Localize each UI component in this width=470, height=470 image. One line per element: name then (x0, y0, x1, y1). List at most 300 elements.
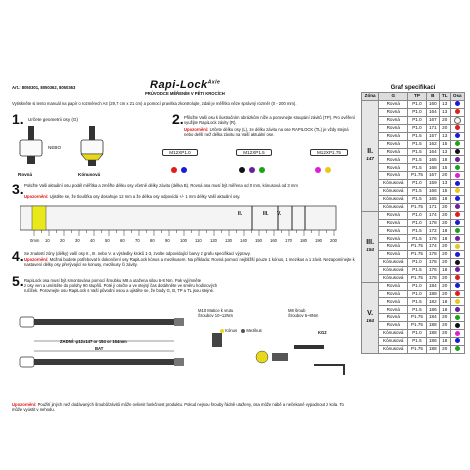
thread-length-cell: 20 (439, 274, 450, 282)
thread-length-cell: 15 (439, 140, 450, 148)
thread-length-cell: 13 (439, 100, 450, 108)
step4-warning-label: Upozornění: (24, 257, 49, 262)
thread-length-cell: 13 (439, 108, 450, 116)
zone-ii-label: II. (238, 211, 243, 217)
geometry-cell: Rovná (379, 243, 408, 251)
cone-axle-end (88, 160, 96, 166)
axle-color-cell (450, 274, 464, 282)
length-cell: 182 (426, 298, 439, 306)
thread-length-cell: 20 (439, 314, 450, 322)
geometry-cell: Rovná (379, 164, 408, 172)
step5-text-2: z osy ven a umístěte do polohy 90 stupňů. Poté ji otočte a ve stejný čas dotáhněte ve směru hodinových (24, 283, 218, 288)
thread-pitch-cell: P1.0 (408, 259, 427, 267)
axle-color-cell (450, 100, 464, 108)
geometry-cell: Kónusová (379, 337, 408, 345)
table-row (362, 100, 465, 108)
axle-color-dot (455, 173, 460, 178)
length-cell: 188 (426, 330, 439, 338)
footer-warning (12, 402, 354, 412)
spec-table (361, 92, 465, 354)
footer-warning-text: Použití jiných než dodávaných šroubů/závitů může ovlivnit funkčnost produktu. Pokud nejsou šrouby řádně utaženy, osa může nábě a nečekaně vypadnout z kola. To může vyústit v nehodu. (12, 402, 344, 412)
step3-warning (24, 194, 356, 199)
table-row (362, 282, 465, 290)
axle-color-cell (450, 330, 464, 338)
m8-bolt (294, 345, 324, 349)
axle-color-dot (455, 244, 460, 249)
m10-label-1: M10 Matice k vrutu (198, 308, 234, 313)
m10-label-2: Šroubov 10~12Nm (198, 313, 234, 318)
axle-color-dot (455, 133, 460, 138)
spec-table-container (361, 92, 465, 354)
geometry-cell: Kónusová (379, 180, 408, 188)
length-cell: 174 (426, 243, 439, 251)
axle1-thread (174, 318, 184, 326)
thread-length-cell: 20 (439, 203, 450, 211)
thread-pitch-cell: P1.75 (408, 172, 427, 180)
scale-label: 100 (180, 238, 187, 243)
axle2-head (20, 357, 34, 367)
zone-size: 154 (366, 246, 374, 252)
zone-name: II. (367, 148, 374, 156)
scale-label: 40 (90, 238, 95, 243)
axle-color-dot (455, 165, 460, 170)
length-cell: 162 (426, 140, 439, 148)
length-cell: 165 (426, 156, 439, 164)
step2-text: Přiložte Vaši osu k ilustračním obrázkům níže a porovnejte stoupání závitů (TP). Pro ověření využijte RapiLock závity (R). (184, 115, 355, 125)
axle-color-dot (455, 275, 460, 280)
thread-length-cell: 20 (439, 282, 450, 290)
m10-label (198, 308, 233, 318)
axle-color-cell (450, 345, 464, 353)
axle-color-cell (450, 188, 464, 196)
color-dot-pink (315, 167, 321, 173)
zone-iii-label: III. (263, 211, 269, 217)
length-cell: 184 (426, 314, 439, 322)
step4-warning (24, 257, 356, 267)
spacer-legend-label: Mezikus (246, 328, 262, 333)
scale-label: 10 (45, 238, 50, 243)
axle-color-dot (455, 157, 460, 162)
cone-axle-nut (81, 140, 103, 154)
scale-label: 120 (210, 238, 217, 243)
zone-cell (362, 282, 379, 353)
footer-warning-label: Upozornění: (12, 402, 37, 407)
geometry-cell: Rovná (379, 219, 408, 227)
geometry-cell: Rovná (379, 148, 408, 156)
thread-pitch-cell: P1.5 (408, 140, 427, 148)
thread-length-cell: 18 (439, 298, 450, 306)
straight-axle-end (27, 156, 35, 164)
axle-color-dot (455, 291, 460, 296)
thread-samples-graphic (160, 138, 356, 178)
length-cell: 168 (426, 164, 439, 172)
thread-pitch-cell: P1.75 (408, 322, 427, 330)
thread-pitch-cell: P1.5 (408, 164, 427, 172)
length-cell: 188 (426, 290, 439, 298)
thread-sample-p175: M12XP1.75 (310, 149, 348, 156)
axle2-thread (174, 358, 184, 366)
header-b: B (426, 93, 439, 101)
length-cell: 166 (426, 188, 439, 196)
step4-warning-text: Možná budete potřebovat k dokončení osy RapiLock kónus a mezikusem. Na příkladu: Rovná pomocí nejbližší pouze 1 kónus, 1 mezikus a 1 závit. Nezapomínejte k nastavení délky osy přerývající se konusy, mezikusy či závity. (24, 257, 355, 267)
spacer-legend-icon (241, 329, 245, 333)
thread-pitch-cell: P1.0 (408, 219, 427, 227)
geometry-cell: Rovná (379, 282, 408, 290)
scale-label: 80 (150, 238, 155, 243)
scale-label: 130 (225, 238, 232, 243)
axle-color-cell (450, 235, 464, 243)
step1-axle-illustration (14, 126, 114, 174)
step5-text-3: ručiček. Porovnejte osu RapiLock s Vaší původní osou a ujistěte se, že body G, B, TP a TL jsou stejné. (24, 288, 215, 293)
step2-warning-label: Upozornění: (184, 127, 209, 132)
axle-color-cell (450, 282, 464, 290)
m8-label (288, 308, 318, 318)
step1-text: Určete geometrii osy (G) (28, 117, 79, 122)
axle-color-cell (450, 227, 464, 235)
length-cell: 188 (426, 322, 439, 330)
rear-axle-spec: ZADNÍ: φ12x147 or 154 or 164mm (60, 339, 127, 344)
thread-pitch-cell: P1.5 (408, 156, 427, 164)
scale-label: 20 (60, 238, 65, 243)
length-cell: 160 (426, 100, 439, 108)
length-cell: 164 (426, 108, 439, 116)
axle-color-cell (450, 322, 464, 330)
scale-label: 150 (255, 238, 262, 243)
scale-label: 110 (195, 238, 202, 243)
thread-pitch-cell: P1.0 (408, 211, 427, 219)
length-cell: 159 (426, 180, 439, 188)
axle-color-dot (455, 212, 460, 217)
geometry-cell: Kónusová (379, 274, 408, 282)
cone-legend-label: Kónus (225, 328, 238, 333)
axle-color-cell (450, 251, 464, 259)
geometry-cell: Rovná (379, 132, 408, 140)
axle-color-cell (450, 290, 464, 298)
geometry-cell: Kónusová (379, 345, 408, 353)
length-cell: 171 (426, 203, 439, 211)
thread-length-cell: 20 (439, 345, 450, 353)
length-cell: 174 (426, 211, 439, 219)
subtitle: PRŮVODCE MĚŘENÍM V PĚTI KROCÍCH (145, 91, 225, 96)
axle-color-dot (455, 307, 460, 312)
axle1-shaft (34, 319, 174, 325)
scale-label: 30 (75, 238, 80, 243)
length-cell: 178 (426, 251, 439, 259)
axle-color-cell (450, 172, 464, 180)
ruler-yellow-cone-zone (32, 206, 46, 230)
thread-sample-p10: M12XP1.0 (162, 149, 198, 156)
length-cell: 157 (426, 132, 439, 140)
axle-color-cell (450, 266, 464, 274)
step2-warning (184, 127, 356, 137)
scale-label: 90 (165, 238, 170, 243)
axle-color-cell (450, 116, 464, 124)
geometry-cell: Rovná (379, 100, 408, 108)
axle-color-dot (455, 346, 460, 351)
thread-pitch-cell: P1.0 (408, 124, 427, 132)
thread-pitch-cell: P1.5 (408, 195, 427, 203)
straight-label: Rovná (18, 172, 33, 177)
straight-axle-nut (20, 140, 42, 156)
zone-cell (362, 100, 379, 211)
thread-pitch-cell: P1.5 (408, 337, 427, 345)
scale-label: 60 (120, 238, 125, 243)
thread-pitch-cell: P1.5 (408, 227, 427, 235)
step3-number: 3. (12, 181, 24, 197)
scale-label: 0mm (30, 238, 40, 243)
geometry-cell: Rovná (379, 227, 408, 235)
thread-sample-p15: M12XP1.5 (236, 149, 272, 156)
axle-color-dot (455, 149, 460, 154)
thread-pitch-cell: P1.5 (408, 306, 427, 314)
cone-axle-cone (81, 154, 103, 160)
axle-color-dot (455, 283, 460, 288)
length-cell: 178 (426, 219, 439, 227)
axle-color-dot (455, 101, 460, 106)
axle-color-cell (450, 203, 464, 211)
length-cell: 178 (426, 274, 439, 282)
length-cell: 188 (426, 345, 439, 353)
axle-color-cell (450, 243, 464, 251)
step2-warning-text2: vždy stejná nebo delší než délka závitu na Vaší aktuální ose. (184, 127, 349, 137)
geometry-cell: Rovná (379, 108, 408, 116)
article-numbers: Art.: 8050301, 8050362, 8050363 (12, 85, 76, 90)
step2-number: 2. (172, 111, 184, 127)
length-cell: 184 (426, 282, 439, 290)
thread-pitch-cell: P1.0 (408, 108, 427, 116)
axle-color-dot (455, 315, 460, 320)
thread-length-cell: 18 (439, 195, 450, 203)
m8-label-2: Šroubov 6~8Nm (288, 313, 319, 318)
thread-pitch-cell: P1.75 (408, 274, 427, 282)
cone-axle-shaft (89, 126, 95, 140)
thread-top-p10 (162, 140, 200, 146)
axle-color-cell (450, 337, 464, 345)
step5-text (24, 278, 356, 293)
axle-color-dot (455, 252, 460, 257)
thread-pitch-cell: P1.0 (408, 290, 427, 298)
thread-length-cell: 13 (439, 132, 450, 140)
thread-pitch-cell: P1.75 (408, 345, 427, 353)
axle-color-cell (450, 219, 464, 227)
axle-color-cell (450, 195, 464, 203)
logo-suffix: Axle (207, 79, 221, 86)
geometry-cell: Rovná (379, 140, 408, 148)
axle-color-cell (450, 108, 464, 116)
step2-warning-text: Určete délku osy (L), ze délku závitu na ose RAPILOCK (TL) je (209, 127, 327, 132)
geometry-cell: Kónusová (379, 203, 408, 211)
geometry-cell: Kónusová (379, 266, 408, 274)
zone-size: 164 (366, 317, 374, 323)
thread-pitch-cell: P1.0 (408, 282, 427, 290)
thread-length-cell: 18 (439, 337, 450, 345)
thread-pitch-cell: P1.0 (408, 180, 427, 188)
axle-color-dot (455, 141, 460, 146)
axle-color-dot (455, 267, 460, 272)
thread-length-cell: 20 (439, 290, 450, 298)
axle-color-dot (454, 117, 461, 124)
color-dot-blue (181, 167, 187, 173)
header-axle: Osa (450, 93, 464, 101)
geometry-cell: Kónusová (379, 259, 408, 267)
axle-color-cell (450, 211, 464, 219)
axle-color-dot (455, 196, 460, 201)
thread-length-cell: 18 (439, 235, 450, 243)
cone-label: Kónusová (78, 172, 101, 177)
length-cell: 164 (426, 148, 439, 156)
thread-length-cell: 18 (439, 156, 450, 164)
length-cell: 171 (426, 124, 439, 132)
thread-length-cell: 13 (439, 180, 450, 188)
thread-pitch-cell: P1.5 (408, 235, 427, 243)
step5-text-1: RapiLock osa musí být smontována pomocí šroubku M8 a utažena silou 6-8 Nm. Pak vyjímněte (24, 278, 202, 283)
length-cell: 172 (426, 227, 439, 235)
m10-nut (212, 333, 222, 347)
step5-number: 5. (12, 273, 24, 289)
thread-length-cell: 20 (439, 211, 450, 219)
length-cell: 167 (426, 172, 439, 180)
axle-color-cell (450, 298, 464, 306)
axle-color-dot (455, 323, 460, 328)
axle-color-dot (455, 260, 460, 265)
step3-warning-text: Ujistěte se, že tloušťka osy dosahuje 12 mm a že délka osy odpovídá +/- 1 mm délky Vaší aktuální osy. (49, 194, 241, 199)
spacer-part (272, 353, 288, 361)
geometry-cell: Rovná (379, 124, 408, 132)
color-dot-purple (249, 167, 255, 173)
thread-pitch-cell: P1.0 (408, 116, 427, 124)
intro-text: Vytiskněte si tento manuál na papír o rozměrech A4 (29,7 cm x 21 cm) a pomocí pravítka zkontrolujte, zdali je měřítko něze správný rozměr (0 - 200 mm). (12, 101, 297, 106)
thread-pitch-cell: P1.5 (408, 132, 427, 140)
axle-color-dot (455, 220, 460, 225)
thread-pitch-cell: P1.5 (408, 298, 427, 306)
hex-key (314, 365, 344, 375)
geometry-cell: Rovná (379, 322, 408, 330)
thread-length-cell: 15 (439, 188, 450, 196)
axle-color-cell (450, 132, 464, 140)
scale-label: 160 (270, 238, 277, 243)
geometry-cell: Kónusová (379, 195, 408, 203)
axle-color-cell (450, 148, 464, 156)
spec-table-header-row (362, 93, 465, 101)
ruler-ticks (34, 230, 334, 236)
thread-pitch-cell: P1.5 (408, 266, 427, 274)
step3-text: Položte Vaši aktuální osu podél měřítka a změřte délku osy včetně délky závitu (délka B). Rovná osa musí být měřena od 0 mm, kónusová od 3 mm (24, 183, 298, 188)
spec-table-title: Graf specifikací (390, 85, 436, 91)
length-cell: 178 (426, 259, 439, 267)
axle-color-cell (450, 259, 464, 267)
scale-label: 170 (285, 238, 292, 243)
thread-pitch-cell: P1.5 (408, 188, 427, 196)
step4-number: 4. (12, 248, 24, 264)
axle-color-cell (450, 156, 464, 164)
thread-length-cell: 20 (439, 259, 450, 267)
straight-axle-shaft (28, 126, 34, 140)
thread-pitch-cell: P1.75 (408, 203, 427, 211)
key-label: KG2 (318, 330, 327, 335)
axle-color-dot (455, 125, 460, 130)
thread-pitch-cell: P1.0 (408, 330, 427, 338)
geometry-cell: Rovná (379, 298, 408, 306)
step4-text: Se znalostí zóny (délky) vaší osy II., III. nebo V. a výsledky kroků 1-3, zvolte odpovídající barvy z grafu specifikací výpravy. (24, 251, 251, 256)
thread-length-cell: 13 (439, 148, 450, 156)
thread-length-cell: 20 (439, 322, 450, 330)
axle-color-cell (450, 306, 464, 314)
cone-legend-icon (220, 329, 224, 333)
header-tp: TP (408, 93, 427, 101)
geometry-cell: Rovná (379, 211, 408, 219)
scale-label: 200 (330, 238, 337, 243)
thread-length-cell: 20 (439, 251, 450, 259)
axle-color-cell (450, 164, 464, 172)
length-cell: 165 (426, 195, 439, 203)
geometry-cell: Rovná (379, 306, 408, 314)
thread-length-cell: 20 (439, 172, 450, 180)
axle-color-dot (455, 188, 460, 193)
length-cell: 167 (426, 116, 439, 124)
header-zone: Zóna (362, 93, 379, 101)
length-cell: 186 (426, 337, 439, 345)
logo-text: Rapi-Lock (150, 79, 208, 91)
axle-color-cell (450, 180, 464, 188)
axle-color-dot (455, 109, 460, 114)
length-cell: 176 (426, 266, 439, 274)
geometry-cell: Kónusová (379, 188, 408, 196)
bat-label: BAT (95, 346, 104, 351)
axle1-head (20, 317, 34, 327)
zone-name: III. (366, 239, 375, 247)
scale-label: 50 (105, 238, 110, 243)
geometry-cell: Rovná (379, 290, 408, 298)
geometry-cell: Rovná (379, 314, 408, 322)
thread-length-cell: 20 (439, 219, 450, 227)
axle2-shaft (34, 359, 174, 365)
thread-length-cell: 20 (439, 116, 450, 124)
scale-label: 190 (315, 238, 322, 243)
geometry-cell: Rovná (379, 235, 408, 243)
thread-length-cell: 20 (439, 124, 450, 132)
thread-pitch-cell: P1.75 (408, 314, 427, 322)
step3-warning-label: Upozornění: (24, 194, 49, 199)
measuring-ruler (20, 203, 350, 241)
thread-pitch-cell: P1.5 (408, 148, 427, 156)
logo (150, 79, 220, 91)
header-tl: TL (439, 93, 450, 101)
ruler-scale (20, 238, 350, 244)
thread-pitch-cell: P1.0 (408, 100, 427, 108)
axle-color-dot (455, 236, 460, 241)
scale-label: 140 (240, 238, 247, 243)
zone-v-label: V. (277, 211, 282, 217)
axle-color-dot (455, 181, 460, 186)
axle-color-cell (450, 140, 464, 148)
or-label: NEBO (48, 145, 62, 150)
axle-color-cell (450, 124, 464, 132)
thread-pitch-cell: P1.75 (408, 243, 427, 251)
geometry-cell: Rovná (379, 116, 408, 124)
geometry-cell: Kónusová (379, 330, 408, 338)
axle-color-dot (455, 331, 460, 336)
thread-length-cell: 15 (439, 164, 450, 172)
color-dot-yellow (325, 167, 331, 173)
thread-length-cell: 20 (439, 330, 450, 338)
thread-length-cell: 20 (439, 243, 450, 251)
thread-length-cell: 18 (439, 266, 450, 274)
axle-color-dot (455, 228, 460, 233)
axle-color-cell (450, 314, 464, 322)
scale-label: 70 (135, 238, 140, 243)
zone-size: 147 (366, 155, 374, 161)
geometry-cell: Rovná (379, 156, 408, 164)
